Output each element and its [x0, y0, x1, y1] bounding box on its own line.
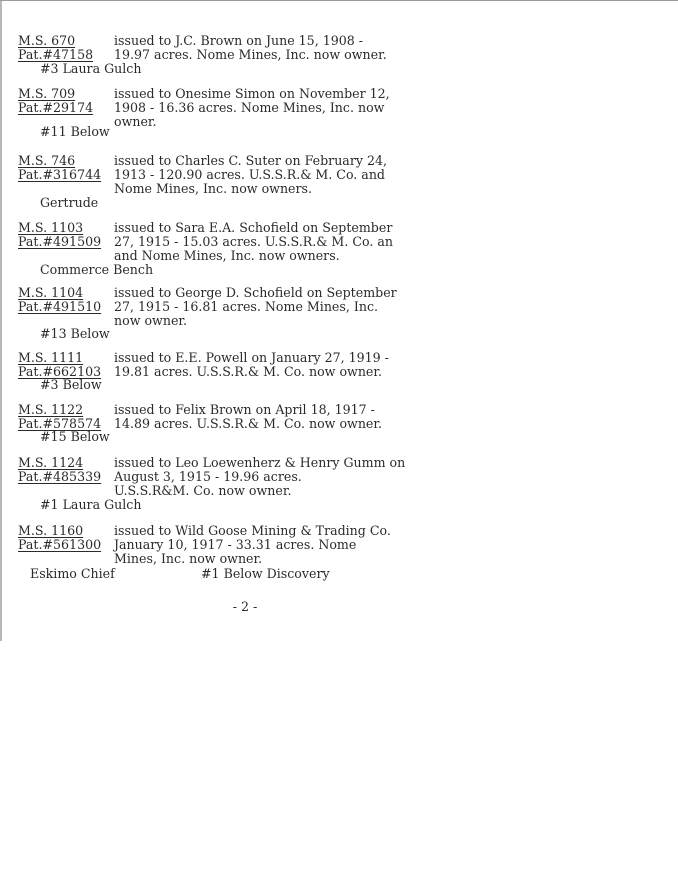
patent-number: Pat.#47158	[18, 47, 94, 62]
claim-location-secondary: #1 Below Discovery	[201, 566, 330, 581]
patent-number: Pat.#485339	[18, 469, 102, 484]
description-line: issued to Felix Brown on April 18, 1917 -	[114, 402, 375, 417]
patent-number: Pat.#578574	[18, 416, 102, 431]
description-line: issued to Leo Loewenherz & Henry Gumm on	[114, 455, 406, 470]
description-line: issued to Wild Goose Mining & Trading Co.	[114, 523, 391, 538]
patent-number: Pat.#491510	[18, 299, 102, 314]
entry-description	[114, 524, 391, 566]
claim-location: #13 Below	[40, 326, 110, 341]
description-line: issued to J.C. Brown on June 15, 1908 -	[114, 33, 364, 48]
patent-number: Pat.#561300	[18, 537, 102, 552]
entry-description	[114, 221, 393, 263]
description-line: now owner.	[114, 313, 188, 328]
mineral-survey-number: M.S. 709	[18, 86, 76, 101]
entry-description	[114, 456, 405, 498]
entry-description	[114, 403, 382, 431]
description-line: January 10, 1917 - 33.31 acres. Nome	[114, 537, 357, 552]
description-line: issued to Sara E.A. Schofield on September	[114, 220, 393, 235]
page-number: - 2 -	[232, 599, 258, 614]
description-line: 27, 1915 - 16.81 acres. Nome Mines, Inc.	[114, 299, 379, 314]
claim-location: #3 Below	[40, 377, 102, 392]
patent-number: Pat.#29174	[18, 100, 94, 115]
claim-location: #3 Laura Gulch	[40, 61, 142, 76]
description-line: owner.	[114, 114, 157, 129]
description-line: issued to E.E. Powell on January 27, 1919 -	[114, 350, 389, 365]
claim-location: Gertrude	[40, 195, 99, 210]
description-line: U.S.S.R&M. Co. now owner.	[114, 483, 292, 498]
description-line: issued to George D. Schofield on September	[114, 285, 397, 300]
entry-description	[114, 34, 387, 62]
mineral-survey-number: M.S. 746	[18, 153, 76, 168]
description-line: Mines, Inc. now owner.	[114, 551, 263, 566]
description-line: 1913 - 120.90 acres. U.S.S.R.& M. Co. and	[114, 167, 385, 182]
mineral-survey-number: M.S. 670	[18, 33, 76, 48]
patent-number: Pat.#316744	[18, 167, 102, 182]
patent-number: Pat.#662103	[18, 364, 102, 379]
description-line: issued to Onesime Simon on November 12,	[114, 86, 390, 101]
description-line: Nome Mines, Inc. now owners.	[114, 181, 312, 196]
claim-location: Eskimo Chief	[30, 566, 115, 581]
patent-number: Pat.#491509	[18, 234, 102, 249]
mineral-survey-number: M.S. 1124	[18, 455, 84, 470]
claim-location: Commerce Bench	[40, 262, 154, 277]
description-line: 19.81 acres. U.S.S.R.& M. Co. now owner.	[114, 364, 383, 379]
entry-description	[114, 286, 397, 328]
mineral-survey-number: M.S. 1103	[18, 220, 84, 235]
entry-description	[114, 154, 387, 196]
claim-location: #1 Laura Gulch	[40, 497, 142, 512]
description-line: 14.89 acres. U.S.S.R.& M. Co. now owner.	[114, 416, 383, 431]
mineral-survey-number: M.S. 1104	[18, 285, 84, 300]
description-line: issued to Charles C. Suter on February 24,	[114, 153, 387, 168]
scan-edge-line	[0, 1, 2, 641]
entry-description	[114, 351, 389, 379]
mineral-survey-number: M.S. 1160	[18, 523, 84, 538]
mineral-survey-number: M.S. 1122	[18, 402, 84, 417]
description-line: and Nome Mines, Inc. now owners.	[114, 248, 340, 263]
description-line: 19.97 acres. Nome Mines, Inc. now owner.	[114, 47, 387, 62]
entry-description	[114, 87, 390, 129]
description-line: August 3, 1915 - 19.96 acres.	[114, 469, 302, 484]
description-line: 27, 1915 - 15.03 acres. U.S.S.R.& M. Co. an	[114, 234, 393, 249]
mineral-survey-number: M.S. 1111	[18, 350, 84, 365]
description-line: 1908 - 16.36 acres. Nome Mines, Inc. now	[114, 100, 385, 115]
claim-location: #15 Below	[40, 429, 110, 444]
claim-location: #11 Below	[40, 124, 110, 139]
